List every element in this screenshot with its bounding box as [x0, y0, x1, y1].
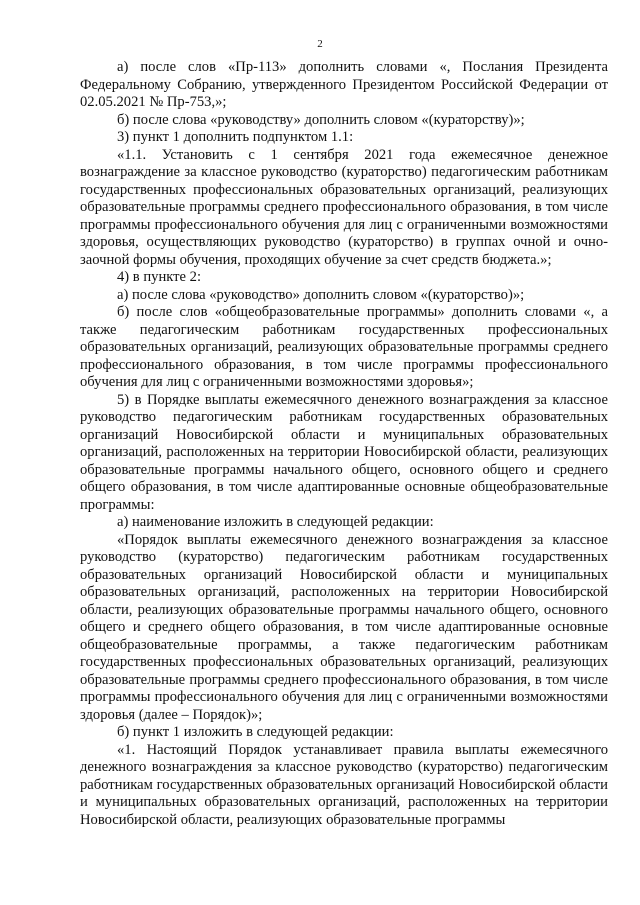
paragraph-new-title: «Порядок выплаты ежемесячного денежного вознаграждения за классное руководство (кураторство) педагогическим работникам государственных образовательных организаций Новосибирской области и муниципальных образовательных организаций, расположенных на территории Новосибирской области, реализующих образовательные программы начального общего, основного общего и среднего общего образования, в том числе адаптированные основные общеобразовательные программы, а также педагогическим работникам государственных профессиональных образовательных организаций, реализующих образовательные программы среднего профессионального образования, в том числе программы профессионального обучения для лиц с ограниченными возможностями здоровья (далее – Порядок)»; — [80, 531, 608, 723]
paragraph-item-a-after-pr113: а) после слов «Пр-113» дополнить словами «, Послания Президента Федеральному Собранию, утвержденного Президентом Российской Федерации от 02.05.2021 № Пр-753,»; — [80, 59, 608, 110]
paragraph-point-5: 5) в Порядке выплаты ежемесячного денежного вознаграждения за классное руководство педагогическим работникам государственных образовательных организаций Новосибирской области и муниципальных образовательных организаций, расположенных на территории Новосибирской области, реализующих образовательные программы начального общего, основного общего и среднего общего образования, в том числе адаптированные основные общеобразовательные программы: — [80, 391, 608, 513]
paragraph-item-b-after-rukovodstvu: б) после слова «руководству» дополнить словом «(кураторству)»; — [117, 111, 525, 128]
document-body — [80, 59, 608, 829]
page-number: 2 — [317, 38, 323, 50]
paragraph-point-5-item-b: б) пункт 1 изложить в следующей редакции: — [117, 724, 394, 740]
paragraph-new-point-1: «1. Настоящий Порядок устанавливает правила выплаты ежемесячного денежного вознаграждения за классное руководство (кураторство) педагогическим работникам государственных образовательных организаций Новосибирской области и муниципальных образовательных организаций, расположенных на территории Новосибирской области, реализующих образовательные программы — [80, 741, 608, 828]
paragraph-point-4-item-a: а) после слова «руководство» дополнить словом «(кураторство)»; — [117, 286, 525, 303]
paragraph-point-4-item-b: б) после слов «общеобразовательные программы» дополнить словами «, а также педагогическим работникам государственных профессиональных образовательных организаций, реализующих образовательные программы среднего профессионального образования, в том числе программы профессионального обучения для лиц с ограниченными возможностями здоровья»; — [80, 304, 608, 390]
paragraph-point-4: 4) в пункте 2: — [117, 269, 202, 285]
paragraph-subpoint-1-1: «1.1. Установить с 1 сентября 2021 года ежемесячное денежное вознаграждение за классное руководство (кураторство) педагогическим работникам государственных профессиональных образовательных организаций, реализующих образовательные программы среднего профессионального образования, в том числе программы профессионального обучения для лиц с ограниченными возможностями здоровья, осуществляющих руководство (кураторство) в группах очной и очно-заочной формы обучения, проходящих обучение за счет средств бюджета.»; — [80, 146, 608, 268]
paragraph-point-5-item-a: а) наименование изложить в следующей редакции: — [117, 514, 434, 530]
paragraph-point-3: 3) пункт 1 дополнить подпунктом 1.1: — [117, 129, 354, 145]
